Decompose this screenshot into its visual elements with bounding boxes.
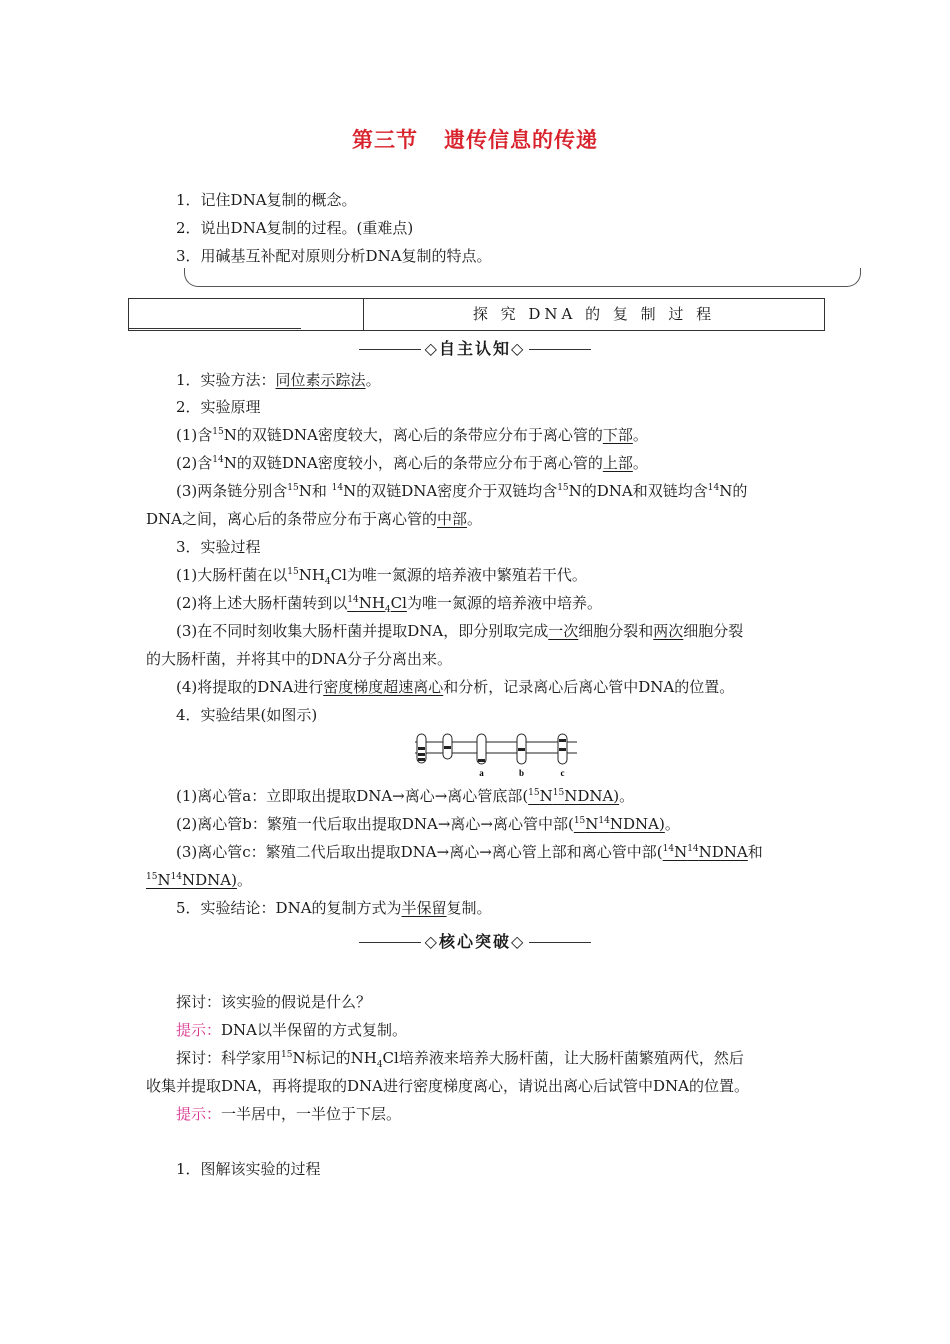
answer-bottom: 下部 bbox=[602, 426, 633, 444]
tube-b bbox=[517, 734, 526, 764]
hint-2: 提示：一半居中，一半位于下层。 bbox=[176, 1105, 402, 1123]
result-3-line1: (3)离心管c：繁殖二代后取出提取DNA→离心→离心管上部和离心管中部($^{14}N^{14}NDNA$和 bbox=[176, 843, 763, 861]
section-header-box bbox=[128, 298, 825, 331]
answer-tube-b: $^{15}N^{14}NDNA$) bbox=[573, 815, 665, 833]
principle-2: (2)含$^{14}$N的双链DNA密度较小，离心后的条带应分布于离心管的上部。 bbox=[176, 454, 648, 472]
tube-left-1 bbox=[417, 734, 426, 763]
answer-middle: 中部 bbox=[437, 510, 468, 528]
objective-2: 2．说出DNA复制的过程。(重难点) bbox=[176, 219, 414, 237]
banner-rule-left bbox=[359, 349, 421, 350]
discussion-2-line2: 收集并提取DNA，再将提取的DNA进行密度梯度离心，请说出离心后试管中DNA的位置。 bbox=[146, 1077, 749, 1095]
objectives-brace bbox=[184, 268, 861, 287]
discussion-1: 探讨：该实验的假说是什么？ bbox=[176, 993, 372, 1011]
banner-core: ◇核心突破◇ bbox=[0, 929, 950, 952]
result-2: (2)离心管b：繁殖一代后取出提取DNA→离心→离心管中部$(^{15}N^{14}NDNA)$。 bbox=[176, 815, 680, 833]
answer-method: 同位素示踪法 bbox=[275, 371, 366, 389]
result-heading: 4．实验结果(如图示) bbox=[176, 706, 318, 724]
section-underline bbox=[129, 328, 301, 329]
discussion-2-line1: 探讨：科学家用$^{15}$N标记的$NH_4Cl$培养液来培养大肠杆菌，让大肠杆菌繁殖两代，然后 bbox=[176, 1049, 744, 1070]
principle-1: (1)含$^{15}$N的双链DNA密度较大，离心后的条带应分布于离心管的下部。 bbox=[176, 426, 648, 444]
conclusion: 5．实验结论：DNA的复制方式为半保留复制。 bbox=[176, 899, 492, 917]
tube-a bbox=[477, 734, 486, 764]
result-3-line2: $^{15}N^{14}NDNA$)。 bbox=[146, 871, 253, 889]
process-2: (2)将上述大肠杆菌转到以$^{14}NH_4Cl$为唯一氮源的培养液中培养。 bbox=[176, 594, 602, 615]
answer-semi-conservative: 半保留 bbox=[401, 899, 447, 917]
answer-twice: 两次 bbox=[653, 622, 684, 640]
tube-c bbox=[558, 734, 567, 764]
process-3-line1: (3)在不同时刻收集大肠杆菌并提取DNA，即分别取完成一次细胞分裂和两次细胞分裂 bbox=[176, 622, 744, 640]
centrifuge-tubes-figure bbox=[415, 733, 577, 779]
banner-rule-left bbox=[359, 942, 421, 943]
tube-left-2 bbox=[443, 734, 452, 759]
objective-1: 1．记住DNA复制的概念。 bbox=[176, 191, 357, 209]
banner-self-study: ◇自主认知◇ bbox=[0, 336, 950, 359]
answer-centrifuge: 密度梯度超速离心 bbox=[323, 678, 444, 696]
objective-3: 3．用碱基互补配对原则分析DNA复制的特点。 bbox=[176, 247, 492, 265]
tube-label-c: c bbox=[560, 768, 565, 778]
answer-top: 上部 bbox=[602, 454, 633, 472]
hint-label: 提示： bbox=[176, 1021, 222, 1039]
diagram-heading: 1．图解该实验的过程 bbox=[176, 1160, 321, 1178]
tube-label-b: b bbox=[518, 768, 525, 778]
banner-rule-right bbox=[529, 942, 591, 943]
principle-3-line2: DNA之间，离心后的条带应分布于离心管的中部。 bbox=[146, 510, 483, 528]
principle-heading: 2．实验原理 bbox=[176, 398, 261, 416]
answer-once: 一次 bbox=[548, 622, 579, 640]
page-title: 第三节 遗传信息的传递 bbox=[352, 128, 598, 152]
method-line: 1．实验方法：同位素示踪法。 bbox=[176, 371, 381, 389]
process-3-line2: 的大肠杆菌，并将其中的DNA分子分离出来。 bbox=[146, 650, 452, 668]
banner-rule-right bbox=[529, 349, 591, 350]
process-4: (4)将提取的DNA进行密度梯度超速离心和分析，记录离心后离心管中DNA的位置。 bbox=[176, 678, 735, 696]
process-heading: 3．实验过程 bbox=[176, 538, 261, 556]
result-1: (1)离心管a：立即取出提取DNA→离心→离心管底部$(^{15}N^{15}NDNA)$。 bbox=[176, 787, 635, 805]
hint-label: 提示： bbox=[176, 1105, 222, 1123]
tube-label-a: a bbox=[479, 768, 484, 778]
process-1: (1)大肠杆菌在以$^{15}NH_4Cl$为唯一氮源的培养液中繁殖若干代。 bbox=[176, 566, 587, 587]
principle-3-line1: (3)两条链分别含$^{15}$N和 $^{14}$N的双链DNA密度介于双链均含$^{15}$N的DNA和双链均含$^{14}$N的 bbox=[176, 482, 748, 500]
answer-tube-c-1: $^{14}N^{14}NDNA$ bbox=[662, 843, 748, 861]
answer-medium: $^{14}NH_4Cl$ bbox=[347, 594, 407, 615]
answer-tube-a: $^{15}N^{15}NDNA$) bbox=[528, 787, 620, 805]
section-title: 探 究 DNA 的 复 制 过 程 bbox=[472, 305, 716, 323]
hint-1: 提示：DNA以半保留的方式复制。 bbox=[176, 1021, 408, 1039]
answer-tube-c-2: $^{15}N^{14}NDNA$) bbox=[146, 871, 237, 889]
